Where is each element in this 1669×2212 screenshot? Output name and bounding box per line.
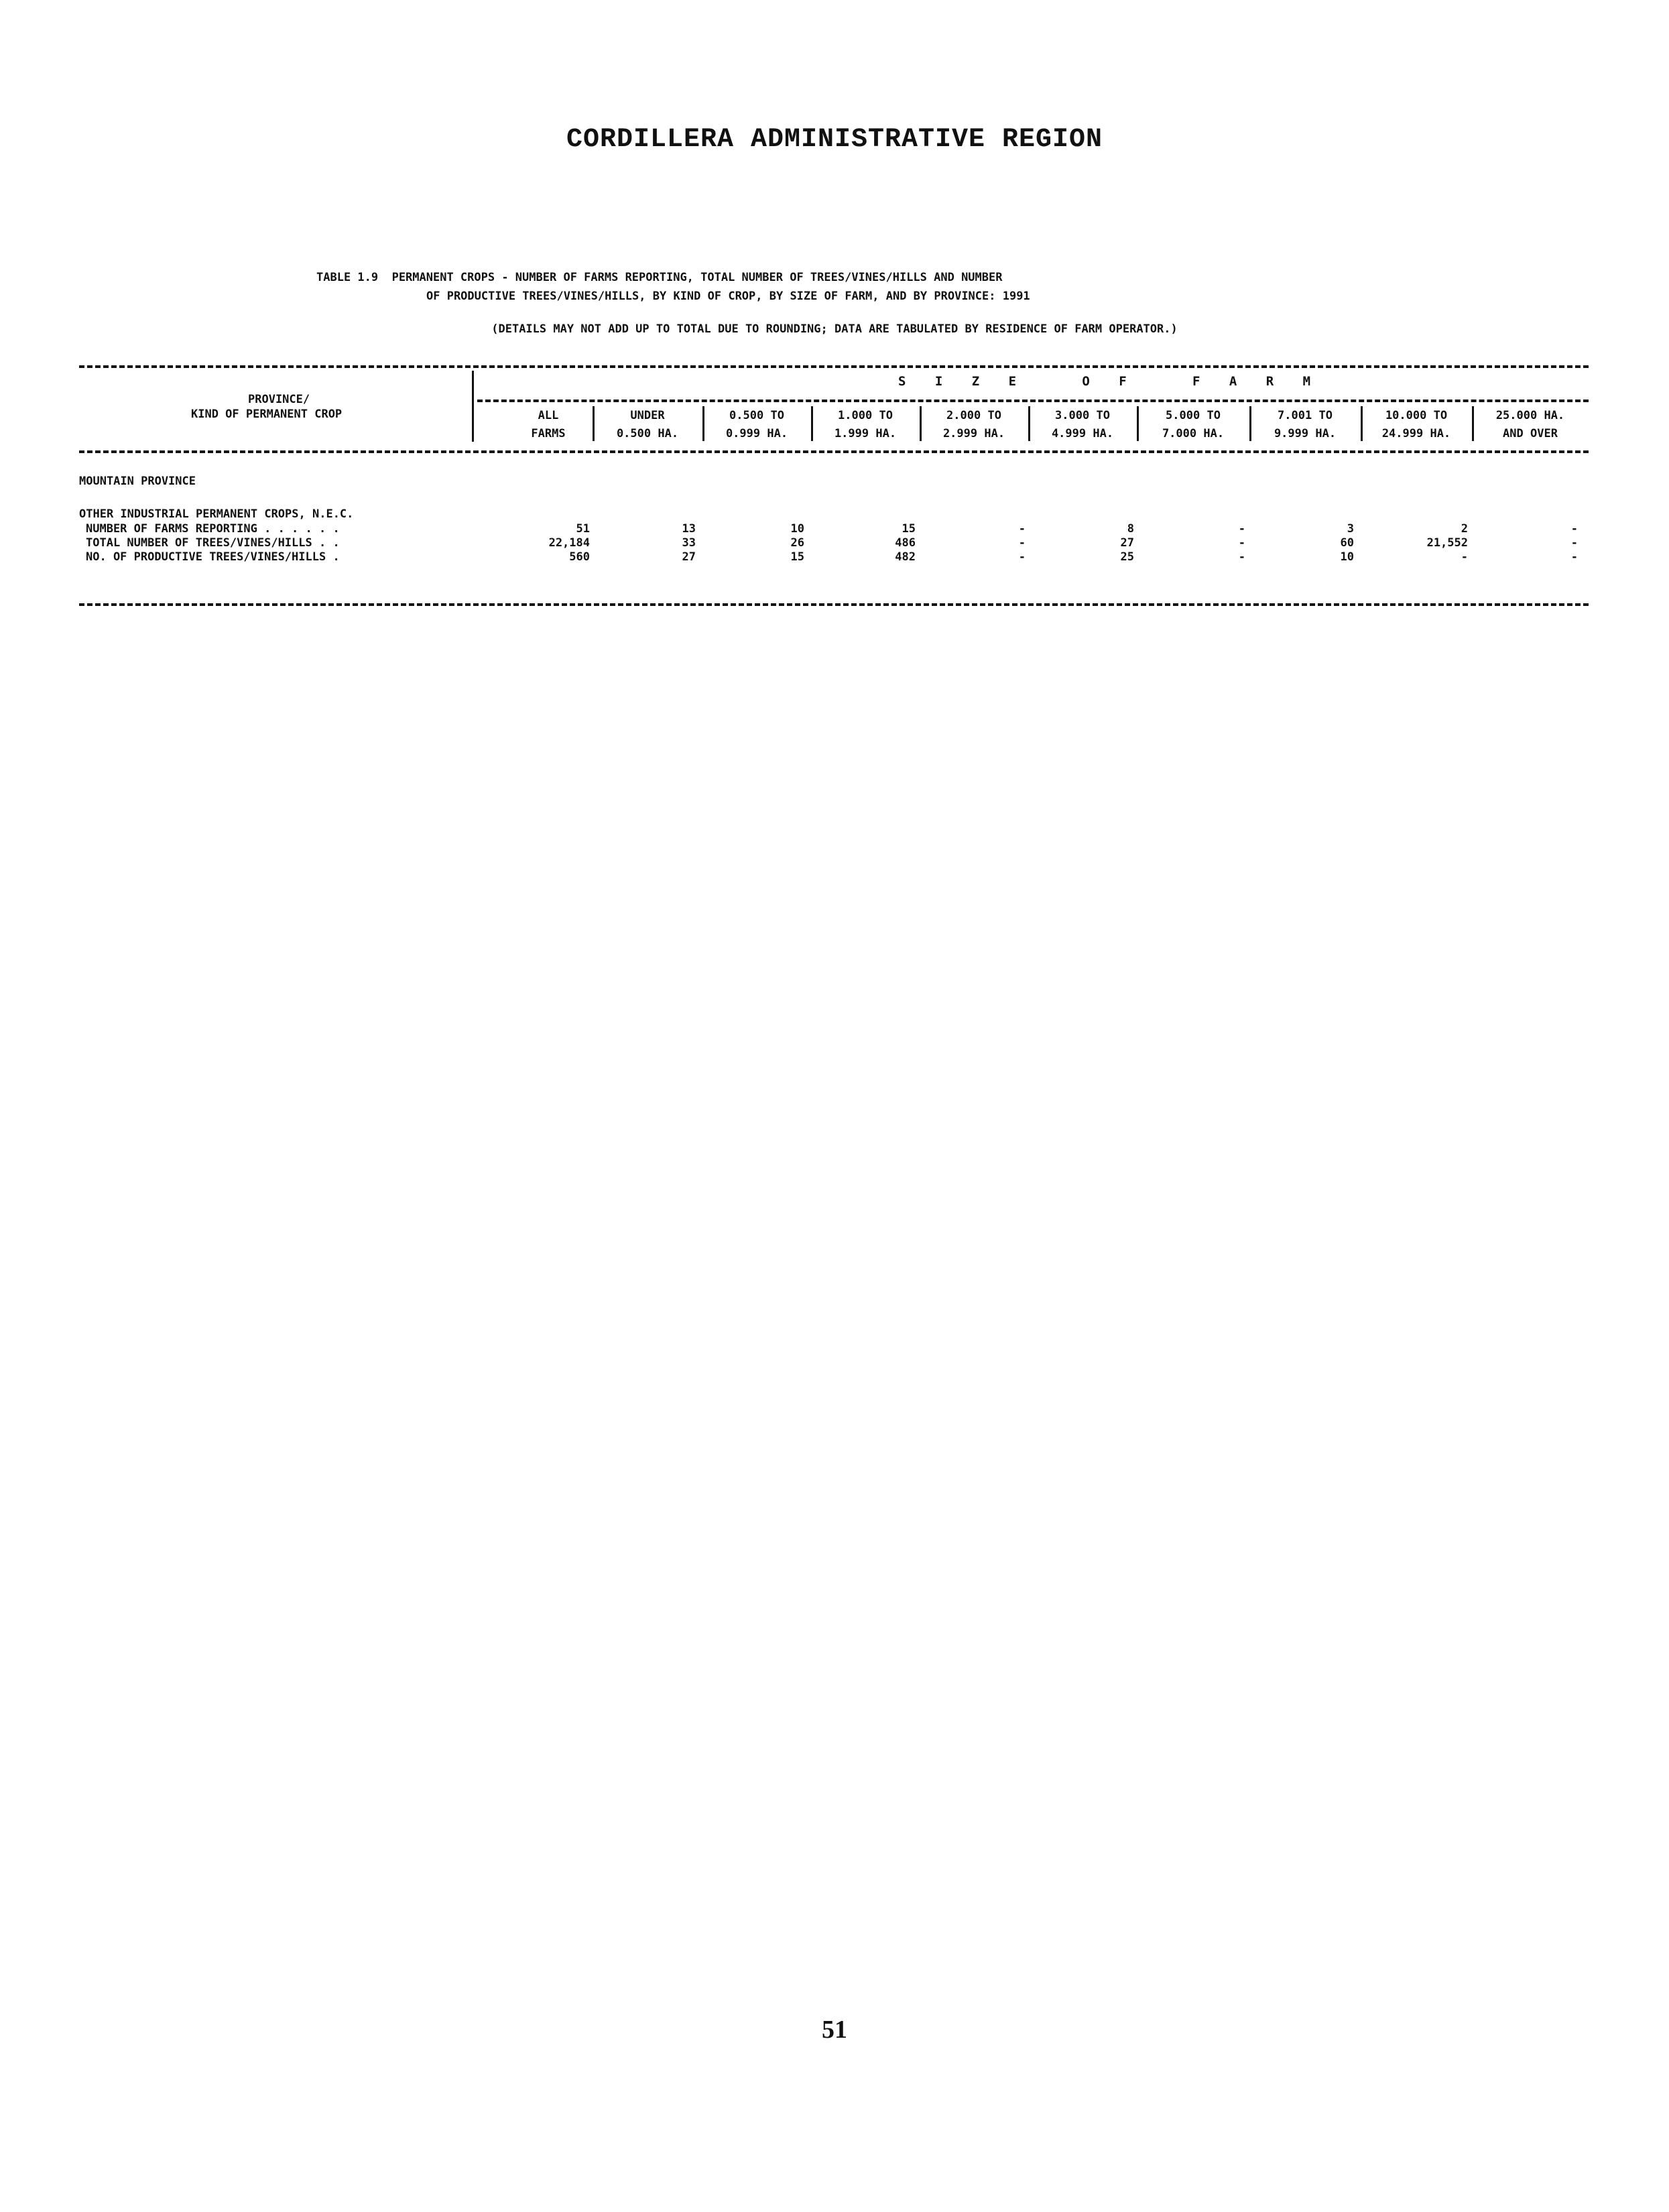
table-cell: - <box>1018 522 1026 536</box>
table-cell: 51 <box>576 522 590 536</box>
size-rule <box>477 400 1589 402</box>
row-label-productive-trees: NO. OF PRODUCTIVE TREES/VINES/HILLS . <box>86 550 340 564</box>
table-cell: 13 <box>682 522 696 536</box>
table-cell: 486 <box>895 536 916 550</box>
stub-header-line2: KIND OF PERMANENT CROP <box>191 408 343 421</box>
col-header-under-0500: UNDER 0.500 HA. <box>616 409 679 440</box>
caption-line-1: TABLE 1.9 PERMANENT CROPS - NUMBER OF FARMS REPORTING, TOTAL NUMBER OF TREES/VINES/HILLS AND NUMBER <box>316 271 1003 284</box>
table-cell: - <box>1238 536 1245 550</box>
col-header-all-farms: ALL FARMS <box>531 409 566 440</box>
table-cell: - <box>1018 550 1026 564</box>
col-header-7001-9999: 7.001 TO 9.999 HA. <box>1274 409 1337 440</box>
table-note: (DETAILS MAY NOT ADD UP TO TOTAL DUE TO ROUNDING; DATA ARE TABULATED BY RESIDENCE OF FARM OPERATOR.) <box>491 322 1178 336</box>
table-cell: 10 <box>1340 550 1354 564</box>
table-cell: - <box>1570 536 1578 550</box>
col-header-25000-over: 25.000 HA. AND OVER <box>1495 409 1565 440</box>
top-rule <box>79 365 1589 368</box>
table-cell: - <box>1570 522 1578 536</box>
table-cell: 27 <box>682 550 696 564</box>
size-of-farm-title: S I Z E O F F A R M <box>898 374 1322 389</box>
bottom-rule <box>79 603 1589 606</box>
row-label-farms-reporting: NUMBER OF FARMS REPORTING . . . . . . <box>86 522 340 536</box>
table-cell: 8 <box>1127 522 1134 536</box>
table-cell: 25 <box>1120 550 1134 564</box>
table-cell: 21,552 <box>1426 536 1468 550</box>
table-cell: 560 <box>569 550 590 564</box>
table-cell: - <box>1238 550 1245 564</box>
table-cell: - <box>1018 536 1026 550</box>
table-cell: 15 <box>790 550 804 564</box>
table-cell: 2 <box>1461 522 1468 536</box>
col-header-0500-0999: 0.500 TO 0.999 HA. <box>725 409 788 440</box>
col-header-2000-2999: 2.000 TO 2.999 HA. <box>942 409 1005 440</box>
table-cell: 33 <box>682 536 696 550</box>
table-cell: 26 <box>790 536 804 550</box>
table-cell: - <box>1570 550 1578 564</box>
table-cell: - <box>1238 522 1245 536</box>
table-cell: 10 <box>790 522 804 536</box>
caption-line-2: OF PRODUCTIVE TREES/VINES/HILLS, BY KIND OF CROP, BY SIZE OF FARM, AND BY PROVINCE: 1991 <box>426 290 1030 303</box>
row-label-total-trees: TOTAL NUMBER OF TREES/VINES/HILLS . . <box>86 536 340 550</box>
table-cell: 3 <box>1347 522 1354 536</box>
stub-separator <box>472 371 474 442</box>
table-cell: - <box>1461 550 1468 564</box>
table-cell: 482 <box>895 550 916 564</box>
col-header-3000-4999: 3.000 TO 4.999 HA. <box>1051 409 1114 440</box>
col-header-5000-7000: 5.000 TO 7.000 HA. <box>1162 409 1225 440</box>
table-cell: 60 <box>1340 536 1354 550</box>
stub-header-line1: PROVINCE/ <box>248 393 310 406</box>
table-cell: 27 <box>1120 536 1134 550</box>
table-caption <box>316 268 1030 306</box>
crop-name: OTHER INDUSTRIAL PERMANENT CROPS, N.E.C. <box>79 507 354 521</box>
region-title: CORDILLERA ADMINISTRATIVE REGION <box>566 125 1103 155</box>
table-cell: 22,184 <box>548 536 590 550</box>
header-bottom-rule <box>79 450 1589 453</box>
table-cell: 15 <box>902 522 916 536</box>
page-number: 51 <box>822 2016 847 2044</box>
province-label: MOUNTAIN PROVINCE <box>79 475 196 488</box>
col-header-10000-24999: 10.000 TO 24.999 HA. <box>1381 409 1451 440</box>
col-header-1000-1999: 1.000 TO 1.999 HA. <box>834 409 897 440</box>
